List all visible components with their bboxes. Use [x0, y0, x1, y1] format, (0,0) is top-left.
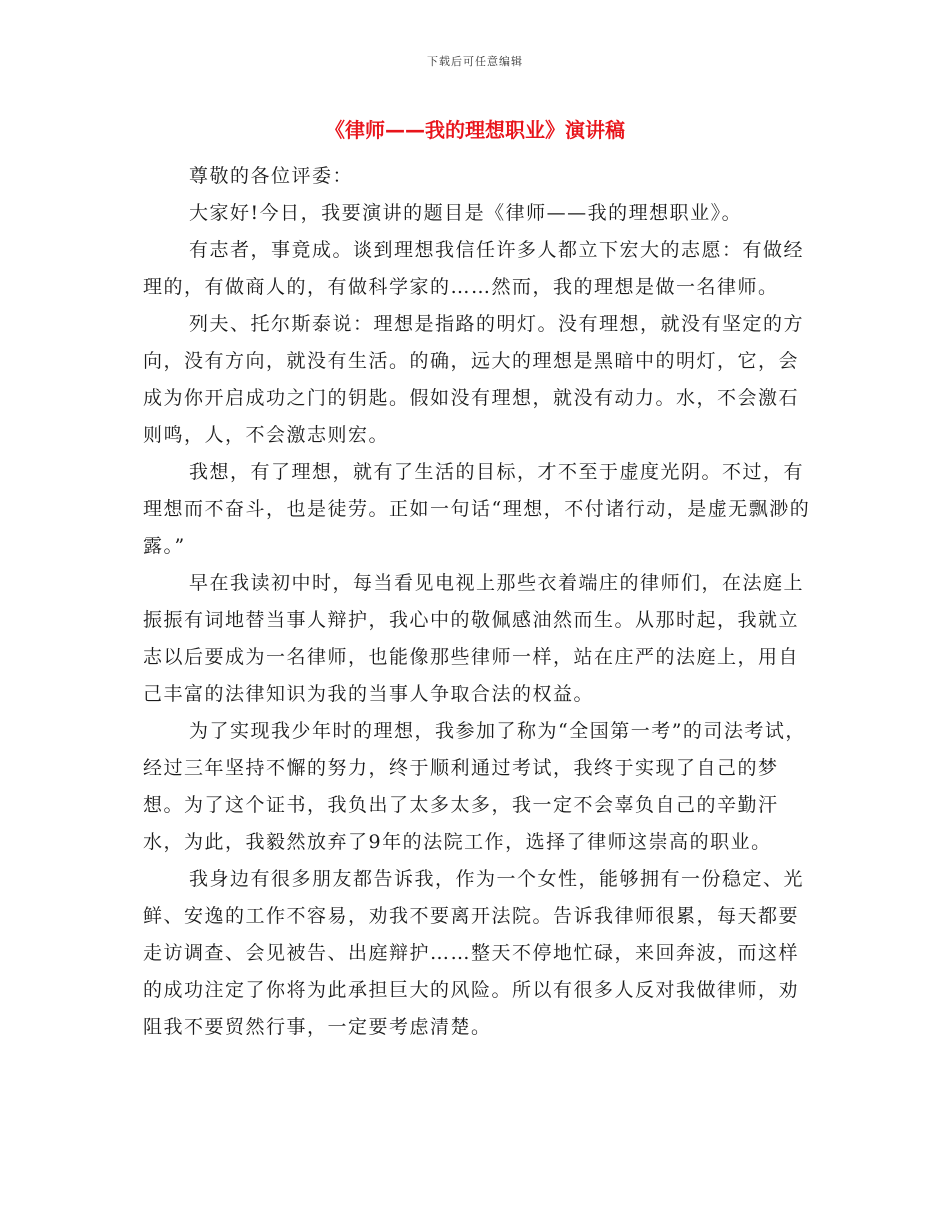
paragraph: 有志者，事竟成。谈到理想我信任许多人都立下宏大的志愿：有做经理的，有做商人的，有做科学家的……然而，我的理想是做一名律师。	[143, 239, 805, 298]
paragraph-salutation: 尊敬的各位评委：	[189, 165, 354, 187]
document-title: 《律师——我的理想职业》演讲稿	[325, 118, 625, 142]
paragraph-greeting: 大家好!今日，我要演讲的题目是《律师——我的理想职业》。	[189, 202, 743, 224]
paragraph: 为了实现我少年时的理想，我参加了称为“全国第一考”的司法考试，经过三年坚持不懈的努力，终于顺利通过考试，我终于实现了自己的梦想。为了这个证书，我负出了太多太多，我一定不会辜负自己的辛勤汗水，为此，我毅然放弃了9年的法院工作，选择了律师这崇高的职业。	[143, 720, 806, 853]
document-body	[143, 158, 815, 1046]
paragraph: 列夫、托尔斯泰说：理想是指路的明灯。没有理想，就没有坚定的方向，没有方向，就没有生活。的确，远大的理想是黑暗中的明灯，它，会成为你开启成功之门的钥匙。假如没有理想，就没有动力。水，不会激石则鸣，人，不会激志则宏。	[143, 313, 805, 446]
paragraph: 早在我读初中时，每当看见电视上那些衣着端庄的律师们，在法庭上振振有词地替当事人辩护，我心中的敬佩感油然而生。从那时起，我就立志以后要成为一名律师，也能像那些律师一样，站在庄严的法庭上，用自己丰富的法律知识为我的当事人争取合法的权益。	[143, 572, 805, 705]
paragraph: 我想，有了理想，就有了生活的目标，才不至于虚度光阴。不过，有理想而不奋斗，也是徒劳。正如一句话“理想，不付诸行动，是虚无飘渺的露。”	[143, 461, 811, 557]
paragraph: 我身边有很多朋友都告诉我，作为一个女性，能够拥有一份稳定、光鲜、安逸的工作不容易，劝我不要离开法院。告诉我律师很累，每天都要走访调查、会见被告、出庭辩护……整天不停地忙碌，来回奔波，而这样的成功注定了你将为此承担巨大的风险。所以有很多人反对我做律师，劝阻我不要贸然行事，一定要考虑清楚。	[143, 868, 805, 1038]
header-note: 下载后可任意编辑	[427, 55, 523, 68]
